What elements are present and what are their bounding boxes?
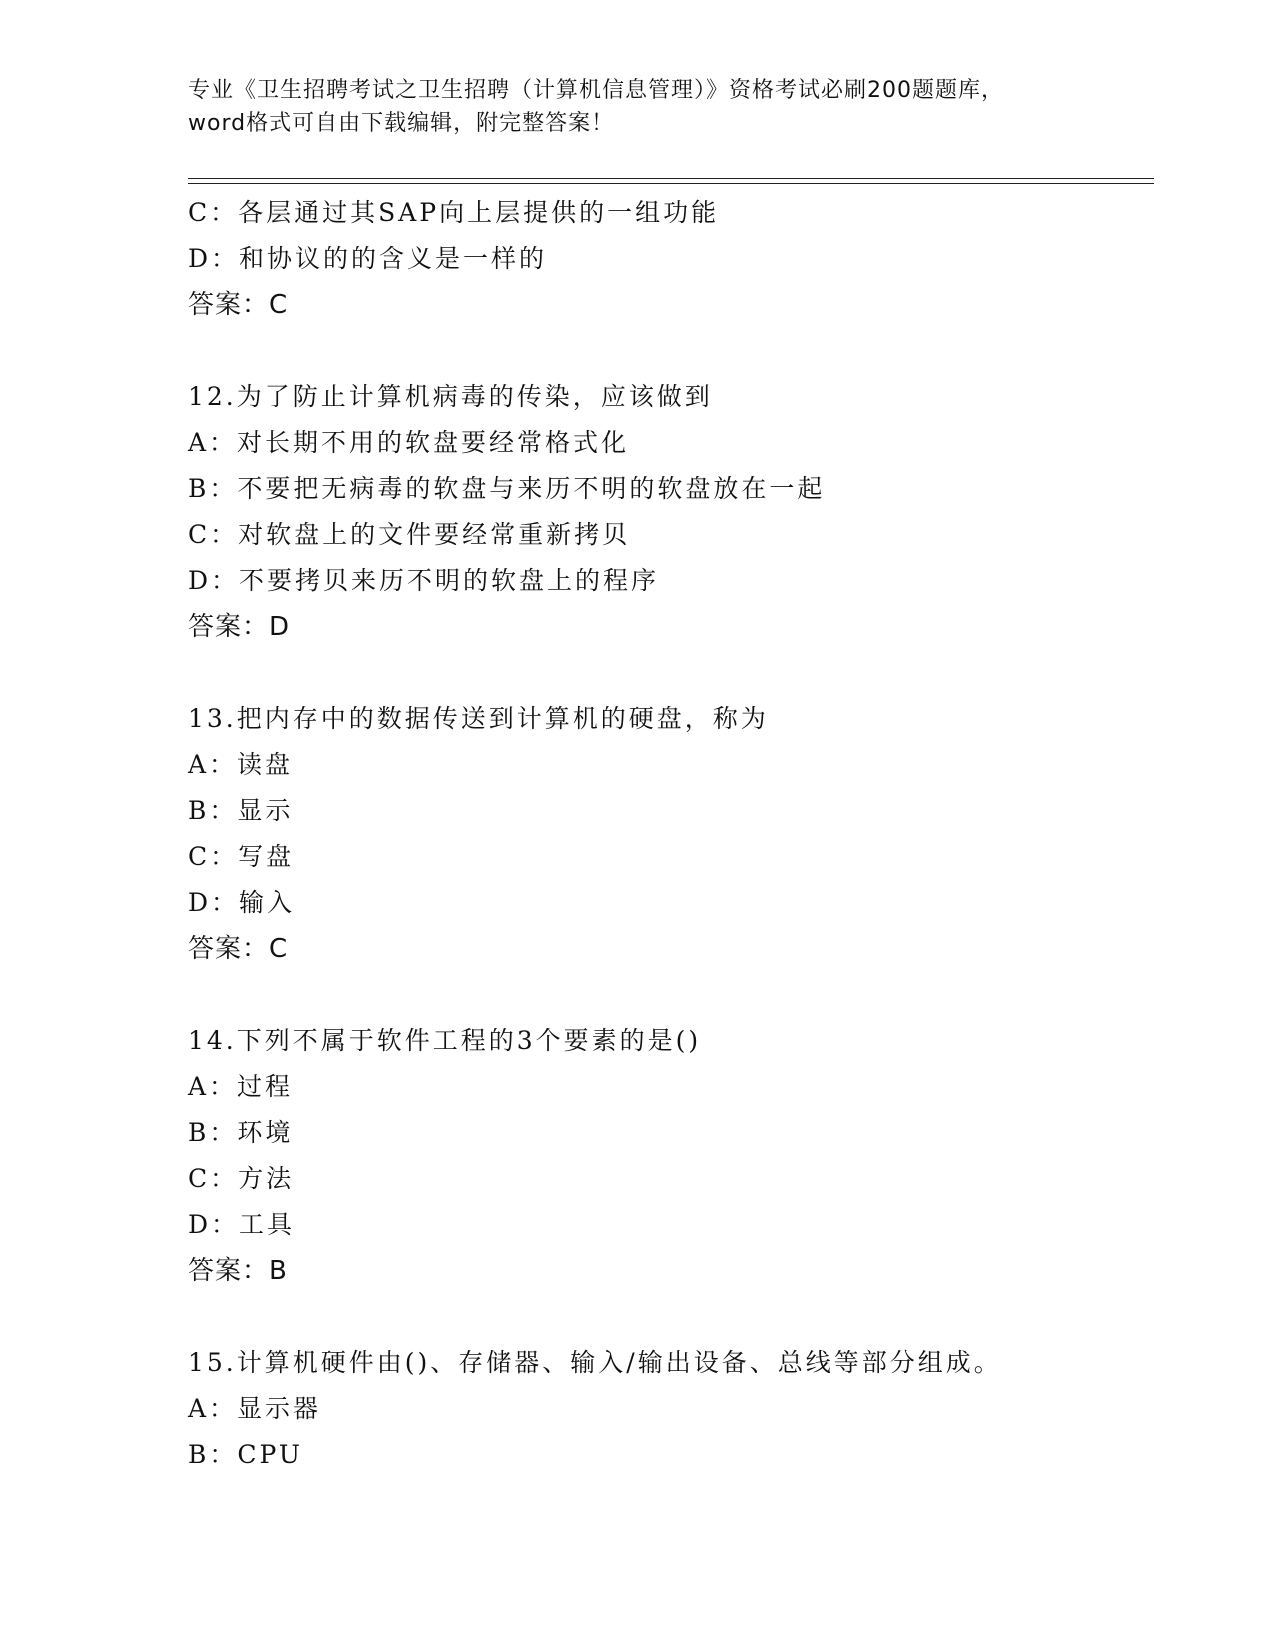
option-d: D：不要拷贝来历不明的软盘上的程序 <box>188 566 660 595</box>
option-c: C：方法 <box>188 1164 295 1193</box>
question-15 <box>188 1340 1154 1478</box>
option-b: B：显示 <box>188 796 294 825</box>
option-a: A：过程 <box>188 1072 294 1101</box>
answer-label: 答案：C <box>188 290 289 320</box>
header-line-1: 专业《卫生招聘考试之卫生招聘（计算机信息管理）》资格考试必刷200题题库， <box>188 78 1004 103</box>
document-header <box>188 74 1088 140</box>
question-14 <box>188 1018 1154 1294</box>
question-12 <box>188 374 1154 650</box>
option-d: D：输入 <box>188 888 296 917</box>
spacer <box>188 328 1154 374</box>
question-list <box>188 190 1154 1478</box>
option-c: C：各层通过其SAP向上层提供的一组功能 <box>188 198 720 227</box>
option-a: A：对长期不用的软盘要经常格式化 <box>188 428 630 457</box>
answer-label: 答案：D <box>188 612 291 642</box>
question-stem: 13.把内存中的数据传送到计算机的硬盘，称为 <box>188 704 769 733</box>
question-stem: 14.下列不属于软件工程的3个要素的是() <box>188 1026 702 1055</box>
option-d: D：和协议的的含义是一样的 <box>188 244 548 273</box>
header-divider-top <box>188 178 1154 179</box>
option-b: B：环境 <box>188 1118 294 1147</box>
option-b: B：CPU <box>188 1440 303 1469</box>
header-divider-bottom <box>188 183 1154 184</box>
question-11-continued <box>188 190 1154 328</box>
option-c: C：写盘 <box>188 842 295 871</box>
spacer <box>188 972 1154 1018</box>
option-d: D：工具 <box>188 1210 296 1239</box>
question-stem: 15.计算机硬件由()、存储器、输入/输出设备、总线等部分组成。 <box>188 1348 1002 1377</box>
question-stem: 12.为了防止计算机病毒的传染，应该做到 <box>188 382 713 411</box>
header-line-2: word格式可自由下载编辑，附完整答案！ <box>188 111 615 136</box>
answer-label: 答案：B <box>188 1256 288 1286</box>
question-13 <box>188 696 1154 972</box>
spacer <box>188 650 1154 696</box>
option-a: A：显示器 <box>188 1394 322 1423</box>
option-b: B：不要把无病毒的软盘与来历不明的软盘放在一起 <box>188 474 826 503</box>
spacer <box>188 1294 1154 1340</box>
option-a: A：读盘 <box>188 750 294 779</box>
option-c: C：对软盘上的文件要经常重新拷贝 <box>188 520 631 549</box>
answer-label: 答案：C <box>188 934 289 964</box>
